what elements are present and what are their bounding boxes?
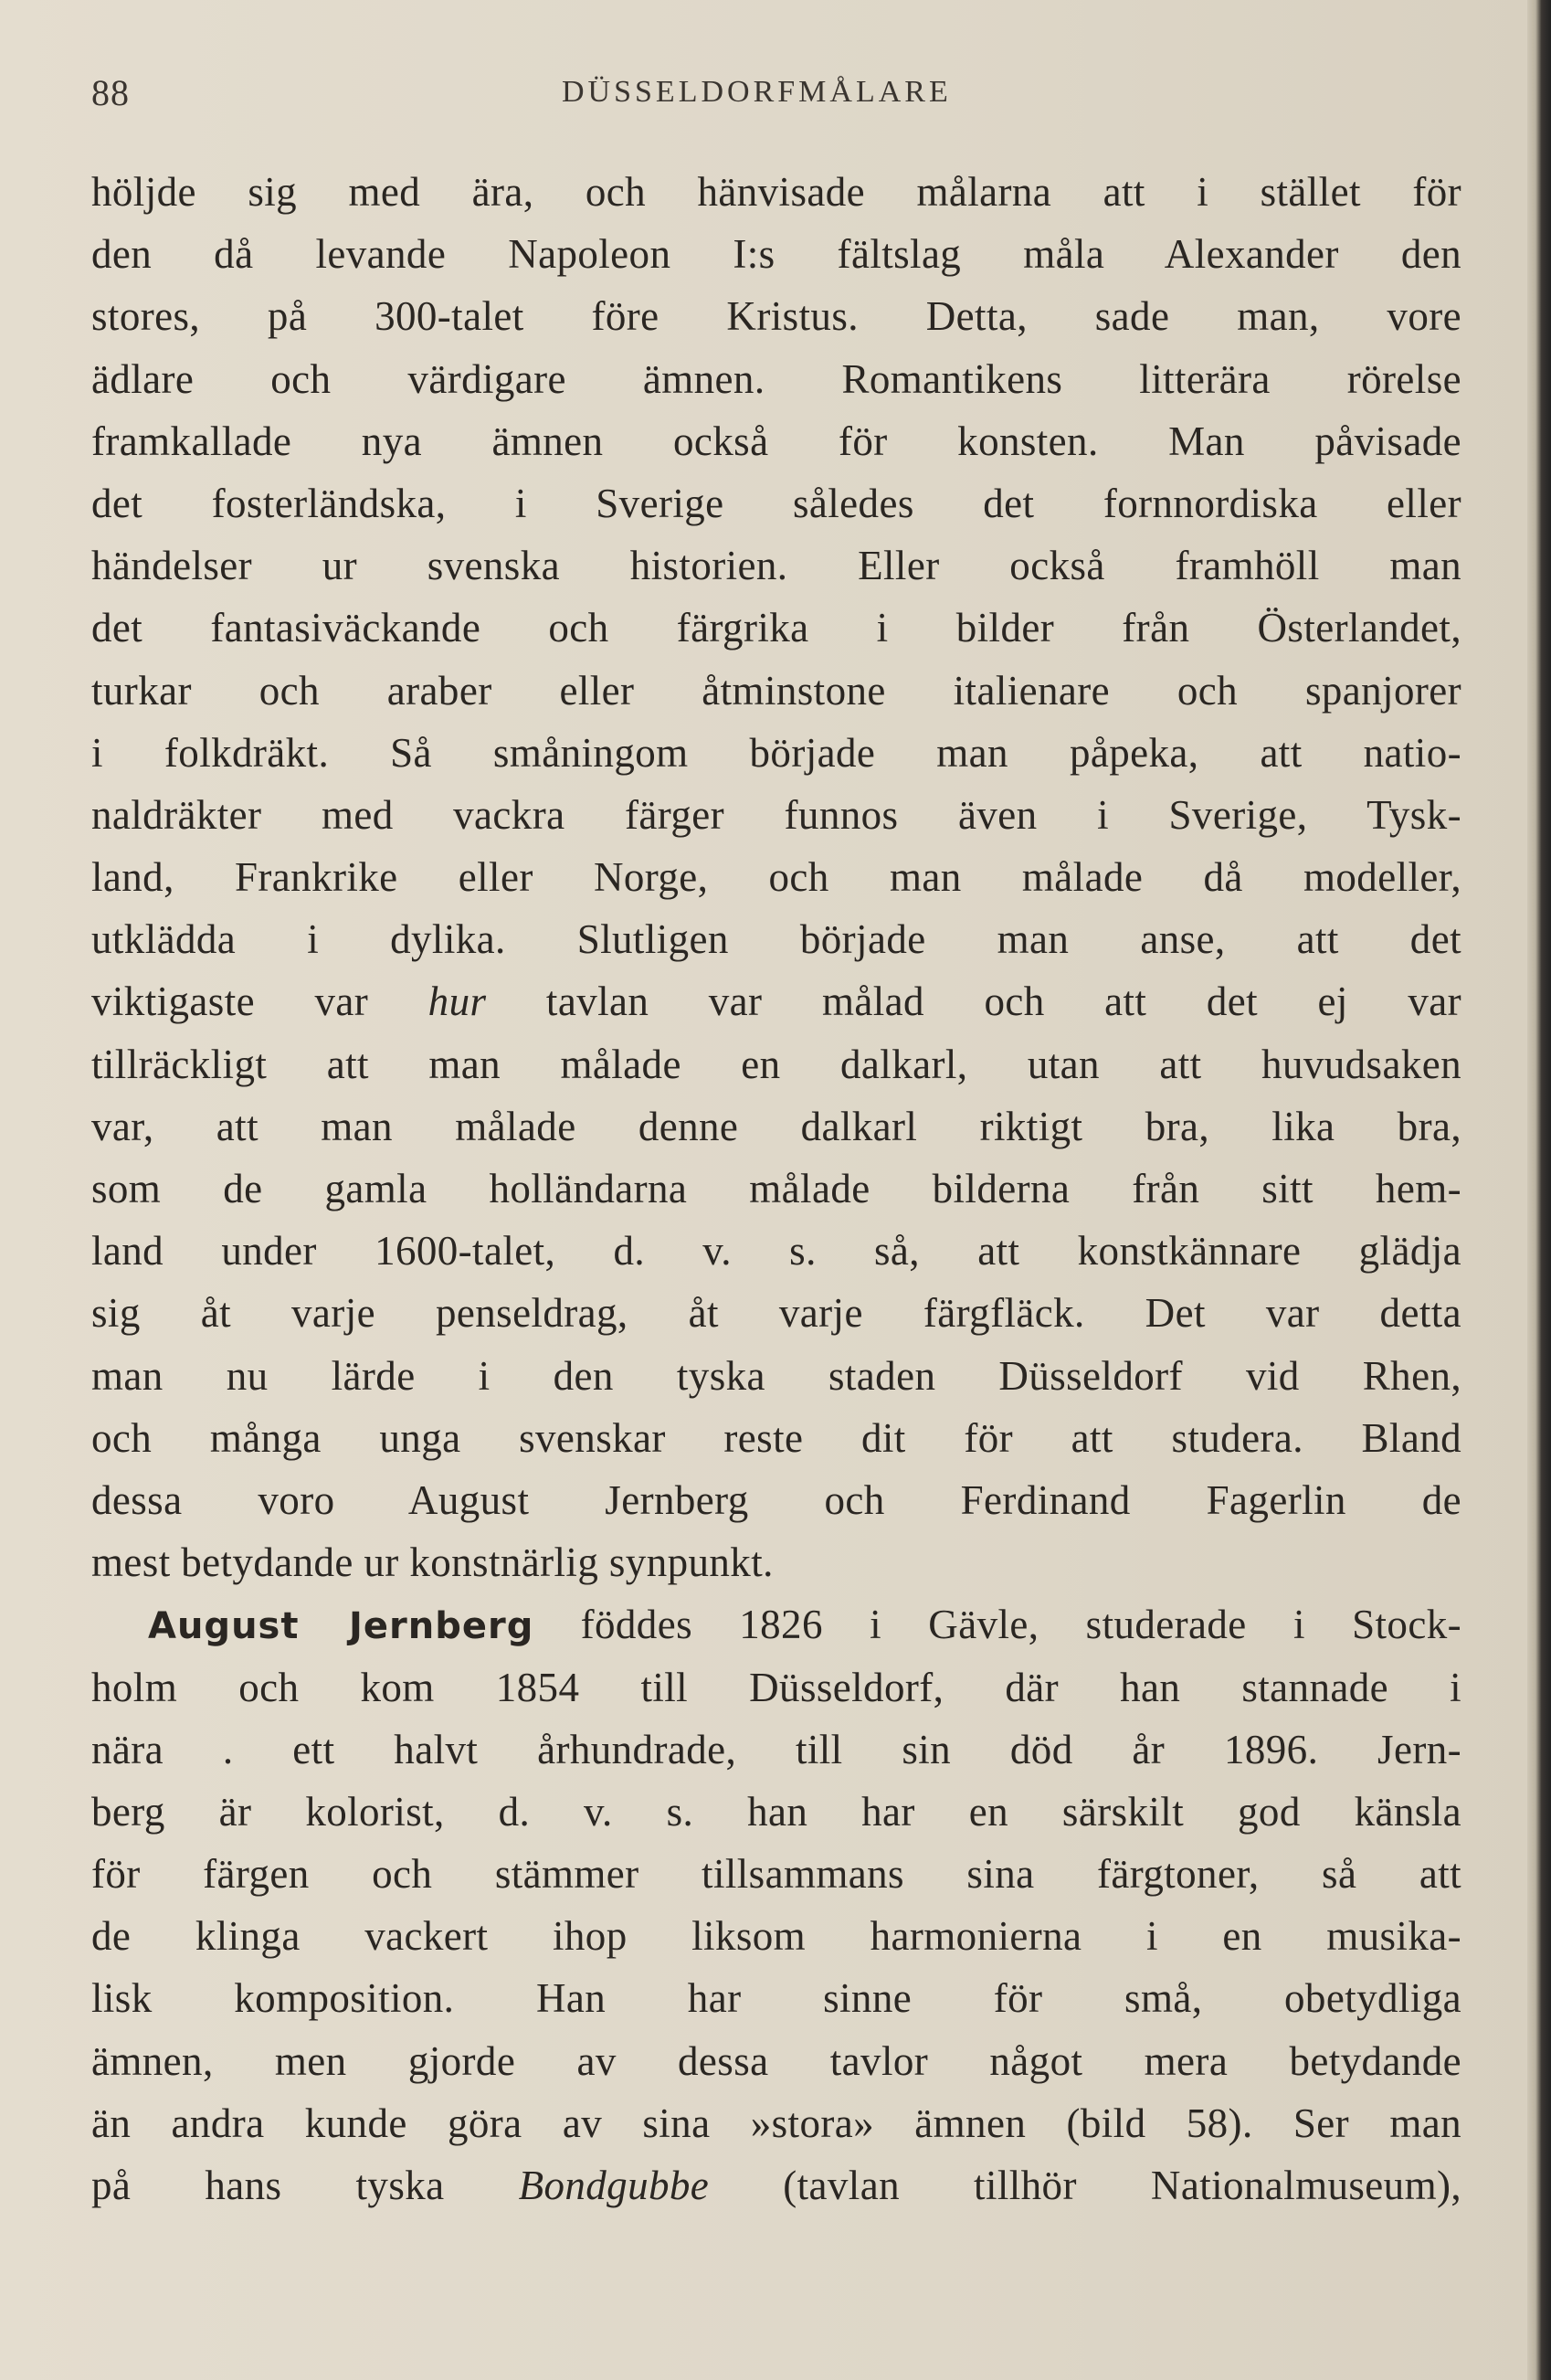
text-line: den då levande Napoleon I:s fältslag måla Alexander den	[91, 231, 1461, 278]
text-line	[91, 970, 1461, 1032]
text-line: och många unga svenskar reste dit för att studera. Bland	[91, 1414, 1461, 1461]
text-line	[91, 2154, 1461, 2216]
text-line: framkallade nya ämnen också för konsten. Man påvisade	[91, 418, 1461, 464]
text-line: land under 1600-talet, d. v. s. så, att konstkännare glädja	[91, 1228, 1461, 1275]
running-head: DÜSSELDORFMÅLARE	[562, 75, 952, 109]
text-fragment: föddes 1826 i Gävle, studerade i Stock-	[533, 1602, 1461, 1648]
page-number: 88	[91, 72, 130, 113]
emphasis-bondgubbe: Bondgubbe	[518, 2163, 710, 2208]
page-header	[91, 71, 1461, 117]
text-line: tillräckligt att man målade en dalkarl, utan att huvudsaken	[91, 1041, 1461, 1087]
text-line: än andra kunde göra av sina »stora» ämnen (bild 58). Ser man	[91, 2100, 1461, 2146]
text-line: det fosterländska, i Sverige således det fornnordiska eller	[91, 480, 1461, 526]
text-line: var, att man målade denne dalkarl riktigt bra, lika bra,	[91, 1103, 1461, 1149]
text-line: ädlare och värdigare ämnen. Romantikens litterära rörelse	[91, 355, 1461, 402]
text-line: nära . ett halvt århundrade, till sin död år 1896. Jern-	[91, 1726, 1461, 1772]
artist-name: August Jernberg	[148, 1605, 534, 1648]
text-line: man nu lärde i den tyska staden Düsseldorf vid Rhen,	[91, 1352, 1461, 1399]
book-spine-edge	[1527, 0, 1551, 2380]
body-text	[91, 161, 1461, 2216]
text-fragment: tavlan var målad och att det ej var	[486, 978, 1461, 1025]
text-line: utklädda i dylika. Slutligen började man anse, att det	[91, 916, 1461, 963]
text-line: holm och kom 1854 till Düsseldorf, där han stannade i	[91, 1664, 1461, 1710]
text-line: stores, på 300-talet före Kristus. Detta, sade man, vore	[91, 293, 1461, 340]
text-line: berg är kolorist, d. v. s. han har en särskilt god känsla	[91, 1788, 1461, 1835]
text-line: i folkdräkt. Så småningom började man påpeka, att natio-	[91, 729, 1461, 776]
text-line: de klinga vackert ihop liksom harmonierna i en musika-	[91, 1913, 1461, 1960]
text-fragment: på hans tyska	[91, 2163, 519, 2208]
text-line: naldräkter med vackra färger funnos även i Sverige, Tysk-	[91, 791, 1461, 838]
text-line: ämnen, men gjorde av dessa tavlor något mera betydande	[91, 2037, 1461, 2084]
text-line	[91, 1593, 1461, 1655]
text-line: sig åt varje penseldrag, åt varje färgfläck. Det var detta	[91, 1290, 1461, 1337]
text-line: land, Frankrike eller Norge, och man målade då modeller,	[91, 854, 1461, 901]
text-line: händelser ur svenska historien. Eller också framhöll man	[91, 543, 1461, 589]
text-line: höljde sig med ära, och hänvisade målarna att i stället för	[91, 169, 1461, 215]
text-line: turkar och araber eller åtminstone italienare och spanjorer	[91, 667, 1461, 714]
text-fragment: (tavlan tillhör Nationalmuseum),	[709, 2163, 1462, 2208]
text-line: det fantasiväckande och färgrika i bilder från Österlandet,	[91, 605, 1461, 651]
text-line: mest betydande ur konstnärlig synpunkt.	[91, 1539, 774, 1586]
emphasis-hur: hur	[427, 978, 487, 1025]
text-fragment: viktigaste var	[91, 978, 428, 1025]
text-line: som de gamla holländarna målade bilderna från sitt hem-	[91, 1166, 1461, 1211]
text-line: lisk komposition. Han har sinne för små, obetydliga	[91, 1975, 1461, 2022]
text-line: för färgen och stämmer tillsammans sina färgtoner, så att	[91, 1851, 1461, 1898]
text-line: dessa voro August Jernberg och Ferdinand Fagerlin de	[91, 1476, 1461, 1523]
